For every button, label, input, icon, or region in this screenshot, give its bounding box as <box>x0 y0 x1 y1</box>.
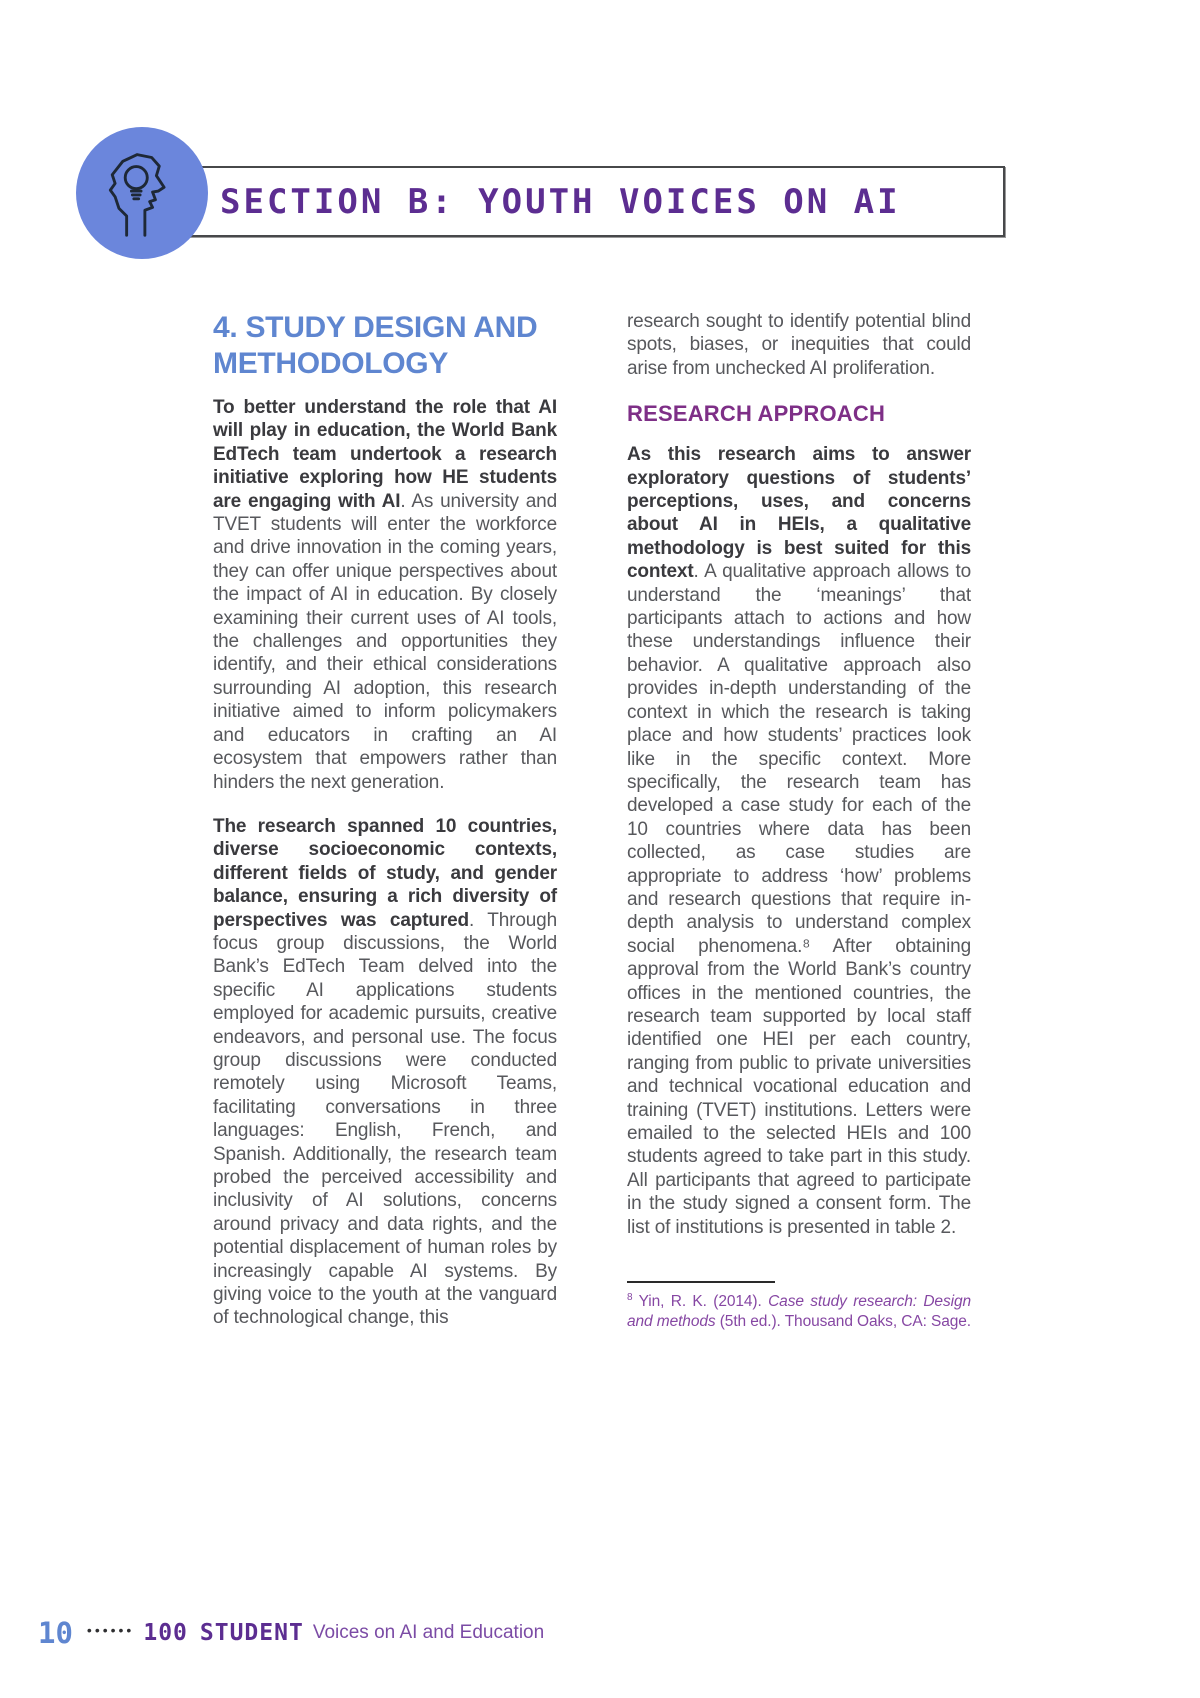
left-paragraph-1-lead-bold: To better understand the role that AI will play in education, the World Bank EdTech team undertook a research initiative exploring how HE students are engaging with AI <box>213 397 557 512</box>
footnote-citation-end: (5th ed.). Thousand Oaks, CA: Sage. <box>715 1313 971 1331</box>
page-footer <box>38 1616 544 1650</box>
footer-dots-icon: •••••• <box>86 1622 135 1638</box>
right-paragraph-1 <box>627 443 971 1239</box>
research-approach-heading: RESEARCH APPROACH <box>627 401 886 427</box>
left-paragraph-2-lead-bold: The research spanned 10 countries, diverse socioeconomic contexts, different fields of study, and gender balance, ensuring a rich diversity of perspectives was captured <box>213 815 557 931</box>
article-heading: 4. STUDY DESIGN AND METHODOLOGY <box>213 311 538 380</box>
right-paragraph-1-text: . A qualitative approach allows to understand the ‘meanings’ that participants attach to actions and how these understandings influence their behavior. A qualitative approach also provides in-depth understanding of the context in which the research is taking place and how students’ practices look like in the specific context. More specifically, the research team has developed a case study for each of the 10 countries where data has been collected, as case studies are appropriate to address ‘how’ problems and research questions that require in-depth analysis to understand complex social phenomena.⁸ After obtaining approval from the World Bank’s country offices in the mentioned countries, the research team supported by local staff identified one HEI per each country, ranging from public to private universities and technical vocational education and training (TVET) institutions. Letters were emailed to the selected HEIs and 100 students agreed to take part in this study. All participants that agreed to participate in the study signed a consent form. The list of institutions is presented in table 2. <box>627 561 971 1238</box>
head-lightbulb-glyph <box>94 143 190 243</box>
left-paragraph-1 <box>213 396 557 794</box>
right-column <box>627 310 971 1332</box>
right-paragraph-0: research sought to identify potential blind spots, biases, or inequities that could arise from unchecked AI proliferation. <box>627 311 971 379</box>
head-lightbulb-icon <box>76 127 208 259</box>
report-brand-word: STUDENT <box>199 1620 304 1646</box>
left-paragraph-2 <box>213 815 557 1330</box>
page-number: 10 <box>38 1616 73 1650</box>
left-paragraph-1-text: . As university and TVET students will enter the workforce and drive innovation in the coming years, they can offer unique perspectives about the impact of AI in education. By closely examining their current uses of AI tools, the challenges and opportunities they identify, and their ethical considerations surrounding AI adoption, this research initiative aimed to inform policymakers and educators in crafting an AI ecosystem that empowers rather than hinders the next generation. <box>213 490 557 793</box>
footnote-rule <box>627 1281 775 1283</box>
left-paragraph-2-text: . Through focus group discussions, the World Bank’s EdTech Team delved into the specific AI applications students employed for academic pursuits, creative endeavors, and personal use. The focus group discussions were conducted remotely using Microsoft Teams, facilitating conversations in three languages: English, French, and Spanish. Additionally, the research team probed the perceived accessibility and inclusivity of AI solutions, concerns around privacy and data rights, and the potential displacement of human roles by increasingly capable AI systems. By giving voice to the youth at the vanguard of technological change, this <box>213 909 557 1329</box>
footnote-block <box>627 1281 971 1332</box>
footnote-citation-title: Case study research: Design and methods <box>627 1293 971 1331</box>
footnote <box>627 1292 971 1332</box>
footnote-marker: 8 <box>627 1291 633 1303</box>
section-title-box <box>172 166 1005 237</box>
left-column <box>213 310 557 1351</box>
report-tagline: Voices on AI and Education <box>312 1622 545 1643</box>
section-title: SECTION B: YOUTH VOICES ON AI <box>220 181 901 222</box>
right-paragraph-1-lead-bold: As this research aims to answer exploratory questions of students’ perceptions, uses, and concerns about AI in HEIs, a qualitative methodology is best suited for this context <box>627 444 971 583</box>
report-brand-number: 100 <box>143 1620 188 1646</box>
footnote-citation-start: Yin, R. K. (2014). <box>632 1293 769 1311</box>
